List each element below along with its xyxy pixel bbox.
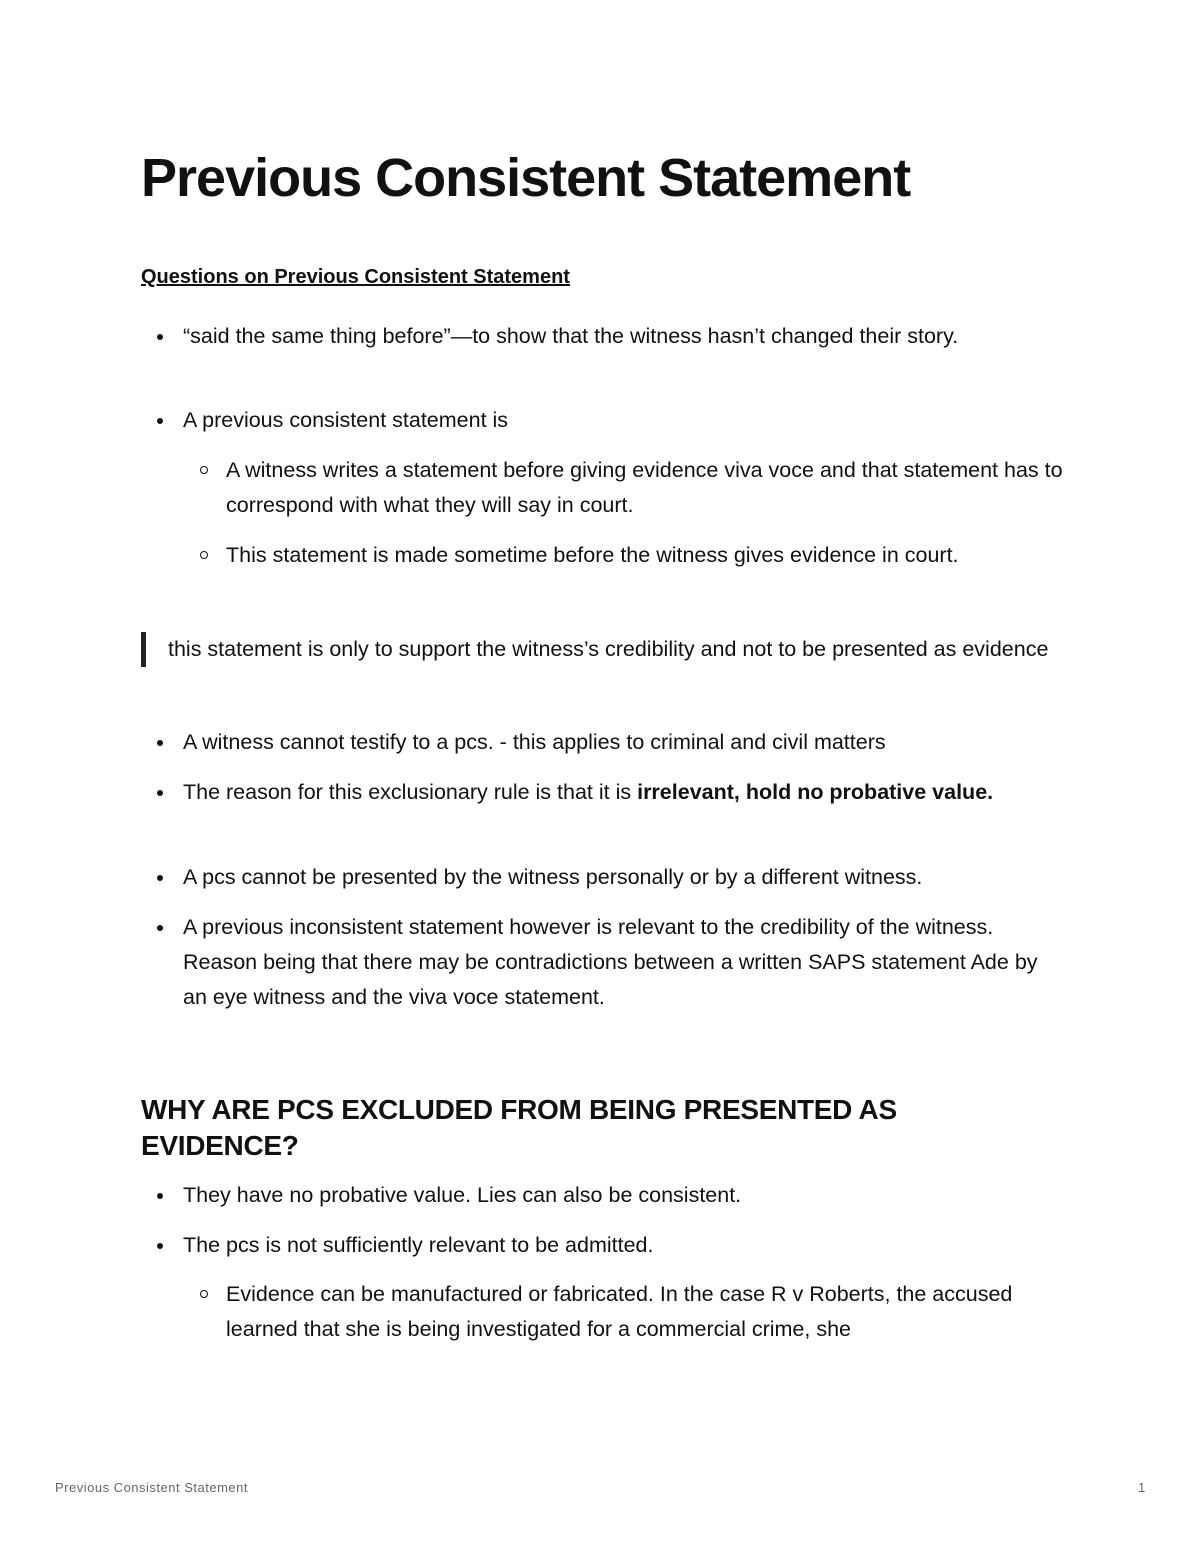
sub-list-item: A witness writes a statement before giving evidence viva voce and that statement has to correspond with what they will say in court. (226, 453, 1066, 523)
list-item: “said the same thing before”—to show that the witness hasn’t changed their story. (183, 319, 1063, 354)
list-item: A witness cannot testify to a pcs. - this applies to criminal and civil matters (183, 725, 1063, 760)
page-number: 1 (1138, 1480, 1146, 1495)
list-item-text: The reason for this exclusionary rule is that it is (183, 780, 638, 804)
footer-title: Previous Consistent Statement (55, 1480, 248, 1495)
list-item: They have no probative value. Lies can also be consistent. (183, 1178, 1063, 1213)
section-heading: WHY ARE PCS EXCLUDED FROM BEING PRESENTED AS EVIDENCE? (141, 1094, 897, 1161)
bold-emphasis: irrelevant, hold no probative value. (637, 780, 994, 804)
sub-list-item: This statement is made sometime before the witness gives evidence in court. (226, 538, 1066, 573)
blockquote: this statement is only to support the witness’s credibility and not to be presented as evidence (141, 632, 1068, 667)
list-item: A previous inconsistent statement however is relevant to the credibility of the witness. Reason being that there may be contradictions between a written SAPS statement Ade by an eye witness and the viva voce statement. (183, 910, 1063, 1015)
list-item (183, 775, 1063, 810)
list-item: A previous consistent statement is (183, 403, 1063, 438)
list-item: A pcs cannot be presented by the witness personally or by a different witness. (183, 860, 1063, 895)
page-title: Previous Consistent Statement (141, 148, 911, 208)
section-subtitle: Questions on Previous Consistent Statement (141, 266, 570, 288)
sub-list-item: Evidence can be manufactured or fabricated. In the case R v Roberts, the accused learned that she is being investigated for a commercial crime, she (226, 1277, 1066, 1347)
list-item: The pcs is not sufficiently relevant to be admitted. (183, 1228, 1063, 1263)
